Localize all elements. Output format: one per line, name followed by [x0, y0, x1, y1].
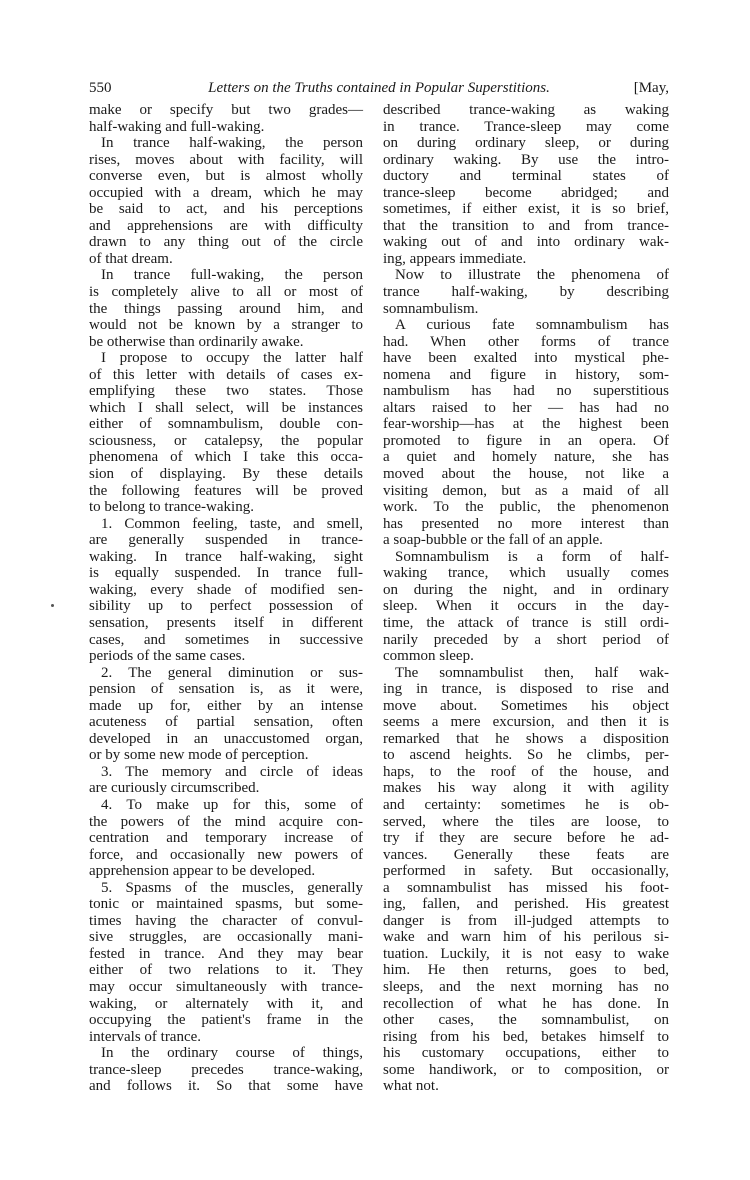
text-line: makes his way along it with agility: [383, 780, 669, 797]
text-line: 1. Common feeling, taste, and smell,: [101, 515, 363, 532]
text-line: other cases, the somnambulist, on: [383, 1012, 669, 1029]
text-line: ing, fallen, and perished. His greatest: [383, 896, 669, 913]
text-line: half-waking and full-waking.: [89, 118, 265, 135]
paragraph: [89, 516, 363, 665]
text-line: intervals of trance.: [89, 1028, 202, 1045]
text-line: nambulism has had no superstitious: [383, 383, 669, 400]
text-line: sion of displaying. By these details: [89, 466, 363, 483]
paragraph: [89, 102, 363, 135]
text-line: and certainty: sometimes he is ob-: [383, 796, 669, 813]
paragraph: [89, 764, 363, 797]
paragraph: [89, 1045, 363, 1095]
running-header: [89, 80, 669, 100]
text-line: a soap-bubble or the fall of an apple.: [383, 532, 603, 549]
paragraph: [89, 350, 363, 515]
text-line: ing, appears immediate.: [383, 250, 527, 267]
text-line: promoted to figure in an opera. Of: [383, 432, 669, 449]
text-line: the things passing around him, and: [89, 300, 363, 317]
paragraph: [89, 665, 363, 764]
paragraph: [89, 267, 363, 350]
text-line: have been exalted into mystical phe-: [383, 350, 669, 367]
text-line: In trance half-waking, the person: [101, 135, 363, 152]
text-line: be said to act, and his perceptions: [89, 201, 363, 218]
text-line: his customary occupations, either to: [383, 1045, 669, 1062]
text-line: served, where the tiles are loose, to: [383, 813, 669, 830]
text-line: and apprehensions are with difficulty: [89, 217, 363, 234]
text-line: danger is from ill-judged attempts to: [383, 912, 669, 929]
text-line: waking. In trance half-waking, sight: [89, 548, 363, 565]
text-line: trance half-waking, by describing: [383, 284, 669, 301]
text-line: force, and occasionally new powers of: [89, 846, 363, 863]
text-line: sleep. When it occurs in the day-: [383, 598, 669, 615]
text-line: I propose to occupy the latter half: [101, 350, 363, 367]
text-line: recollection of what he has done. In: [383, 995, 669, 1012]
text-line: performed in safety. But occasionally,: [383, 863, 669, 880]
text-line: altars raised to her — has had no: [383, 399, 669, 416]
text-line: in trance. Trance-sleep may come: [383, 118, 669, 135]
text-line: make or specify but two grades—: [89, 102, 363, 118]
text-line: some handiwork, or to composition, or: [383, 1061, 669, 1078]
text-line: time, the attack of trance is still ordi-: [383, 614, 669, 631]
text-line: tonic or maintained spasms, but some-: [89, 896, 363, 913]
text-line: to ascend heights. So he climbs, per-: [383, 747, 669, 764]
text-line: the powers of the mind acquire con-: [89, 813, 363, 830]
text-line: tuation. Luckily, it is not easy to wake: [383, 945, 669, 962]
text-line: try if they are secure before he ad-: [383, 830, 669, 847]
text-line: periods of the same cases.: [89, 648, 246, 665]
text-line: that the transition to and from trance-: [383, 217, 669, 234]
text-line: occupied with a dream, which he may: [89, 184, 363, 201]
text-line: vances. Generally these feats are: [383, 846, 669, 863]
text-line: common sleep.: [383, 648, 474, 665]
paragraph: [89, 135, 363, 267]
text-line: In the ordinary course of things,: [101, 1045, 363, 1062]
text-line: rises, moves about with facility, will: [89, 151, 363, 168]
text-line: has presented no more interest than: [383, 515, 669, 532]
text-line: moved about the house, not like a: [383, 466, 669, 483]
text-line: waking, or alternately with it, and: [89, 995, 363, 1012]
text-line: rising from his bed, betakes himself to: [383, 1028, 669, 1045]
text-line: wake and warn him of his perilous si-: [383, 929, 669, 946]
text-line: is completely alive to all or most of: [89, 284, 363, 301]
text-line: emplifying these two states. Those: [89, 383, 363, 400]
text-line: developed in an unaccustomed organ,: [89, 730, 363, 747]
text-line: haps, to the roof of the house, and: [383, 763, 669, 780]
text-line: is equally suspended. In trance full-: [89, 565, 363, 582]
paragraph: [89, 880, 363, 1045]
text-line: acuteness of partial sensation, often: [89, 714, 363, 731]
text-line: ordinary waking. By use the intro-: [383, 151, 669, 168]
text-column-right: [383, 102, 669, 1095]
text-line: 4. To make up for this, some of: [101, 796, 363, 813]
text-line: work. To the public, the phenomenon: [383, 499, 669, 516]
text-line: cases, and sometimes in successive: [89, 631, 363, 648]
text-line: apprehension appear to be developed.: [89, 863, 316, 880]
text-line: are curiously circumscribed.: [89, 780, 260, 797]
text-line: sive struggles, are occasionally mani-: [89, 929, 363, 946]
page-number: 550: [89, 80, 112, 96]
text-line: described trance-waking as waking: [383, 102, 669, 118]
text-line: 3. The memory and circle of ideas: [101, 763, 363, 780]
text-line: centration and temporary increase of: [89, 830, 363, 847]
text-line: sciousness, or catalepsy, the popular: [89, 432, 363, 449]
text-line: Now to illustrate the phenomena of: [395, 267, 669, 284]
text-line: either of somnambulism, double con-: [89, 416, 363, 433]
text-line: remarked that he shows a disposition: [383, 730, 669, 747]
text-line: made up for, either by an intense: [89, 697, 363, 714]
text-column-left: [89, 102, 363, 1095]
text-line: sometimes, if either exist, it is so brief,: [383, 201, 669, 218]
text-line: sleeps, and the next morning has no: [383, 978, 669, 995]
text-line: a quiet and homely nature, she has: [383, 449, 669, 466]
paragraph: [383, 102, 669, 267]
text-line: times having the character of convul-: [89, 912, 363, 929]
text-line: narily preceded by a short period of: [383, 631, 669, 648]
text-line: phenomena of which I take this occa-: [89, 449, 363, 466]
text-line: trance-sleep precedes trance-waking,: [89, 1061, 363, 1078]
text-line: drawn to any thing out of the circle: [89, 234, 363, 251]
text-line: had. When other forms of trance: [383, 333, 669, 350]
text-line: waking out of and into ordinary wak-: [383, 234, 669, 251]
paragraph: [89, 797, 363, 880]
text-line: 5. Spasms of the muscles, generally: [101, 879, 363, 896]
text-line: nomena and figure in history, som-: [383, 366, 669, 383]
text-line: ductory and terminal states of: [383, 168, 669, 185]
paragraph: [383, 665, 669, 1095]
text-line: on during the night, and in ordinary: [383, 581, 669, 598]
text-line: what not.: [383, 1078, 439, 1095]
text-line: which I shall select, will be instances: [89, 399, 363, 416]
text-line: 2. The general diminution or sus-: [101, 664, 363, 681]
text-line: trance-sleep become abridged; and: [383, 184, 669, 201]
text-line: move about. Sometimes his object: [383, 697, 669, 714]
paragraph: [383, 549, 669, 665]
text-line: the following features will be proved: [89, 482, 363, 499]
paragraph: [383, 267, 669, 317]
text-line: seems a mere excursion, and then it is: [383, 714, 669, 731]
text-line: either of two relations to it. They: [89, 962, 363, 979]
text-line: converse even, but is almost wholly: [89, 168, 363, 185]
text-line: In trance full-waking, the person: [101, 267, 363, 284]
text-line: on during ordinary sleep, or during: [383, 135, 669, 152]
running-month: [May,: [633, 80, 669, 96]
paragraph: [383, 317, 669, 549]
text-line: ing in trance, is disposed to rise and: [383, 681, 669, 698]
text-line: somnambulism.: [383, 300, 479, 317]
text-line: and follows it. So that some have: [89, 1078, 363, 1095]
margin-speck: [51, 604, 54, 607]
text-line: sensation, presents itself in different: [89, 614, 363, 631]
text-line: of that dream.: [89, 250, 173, 267]
text-line: or by some new mode of perception.: [89, 747, 309, 764]
text-line: waking trance, which usually comes: [383, 565, 669, 582]
text-line: A curious fate somnambulism has: [395, 317, 669, 334]
text-line: fear-worship—has at the highest been: [383, 416, 669, 433]
text-line: of this letter with details of cases ex-: [89, 366, 363, 383]
text-line: occupying the patient's frame in the: [89, 1012, 363, 1029]
text-line: sibility up to perfect possession of: [89, 598, 363, 615]
text-line: him. He then returns, goes to bed,: [383, 962, 669, 979]
running-title: Letters on the Truths contained in Popular Superstitions.: [208, 80, 550, 96]
text-line: are generally suspended in trance-: [89, 532, 363, 549]
text-line: to belong to trance-waking.: [89, 499, 254, 516]
text-line: would not be known by a stranger to: [89, 317, 363, 334]
text-line: be otherwise than ordinarily awake.: [89, 333, 304, 350]
text-line: visiting demon, but as a maid of all: [383, 482, 669, 499]
text-line: may occur simultaneously with trance-: [89, 978, 363, 995]
text-line: The somnambulist then, half wak-: [395, 664, 669, 681]
text-line: pension of sensation is, as it were,: [89, 681, 363, 698]
text-line: fested in trance. And they may bear: [89, 945, 363, 962]
text-line: waking, every shade of modified sen-: [89, 581, 363, 598]
text-line: Somnambulism is a form of half-: [395, 548, 669, 565]
text-line: a somnambulist has missed his foot-: [383, 879, 669, 896]
